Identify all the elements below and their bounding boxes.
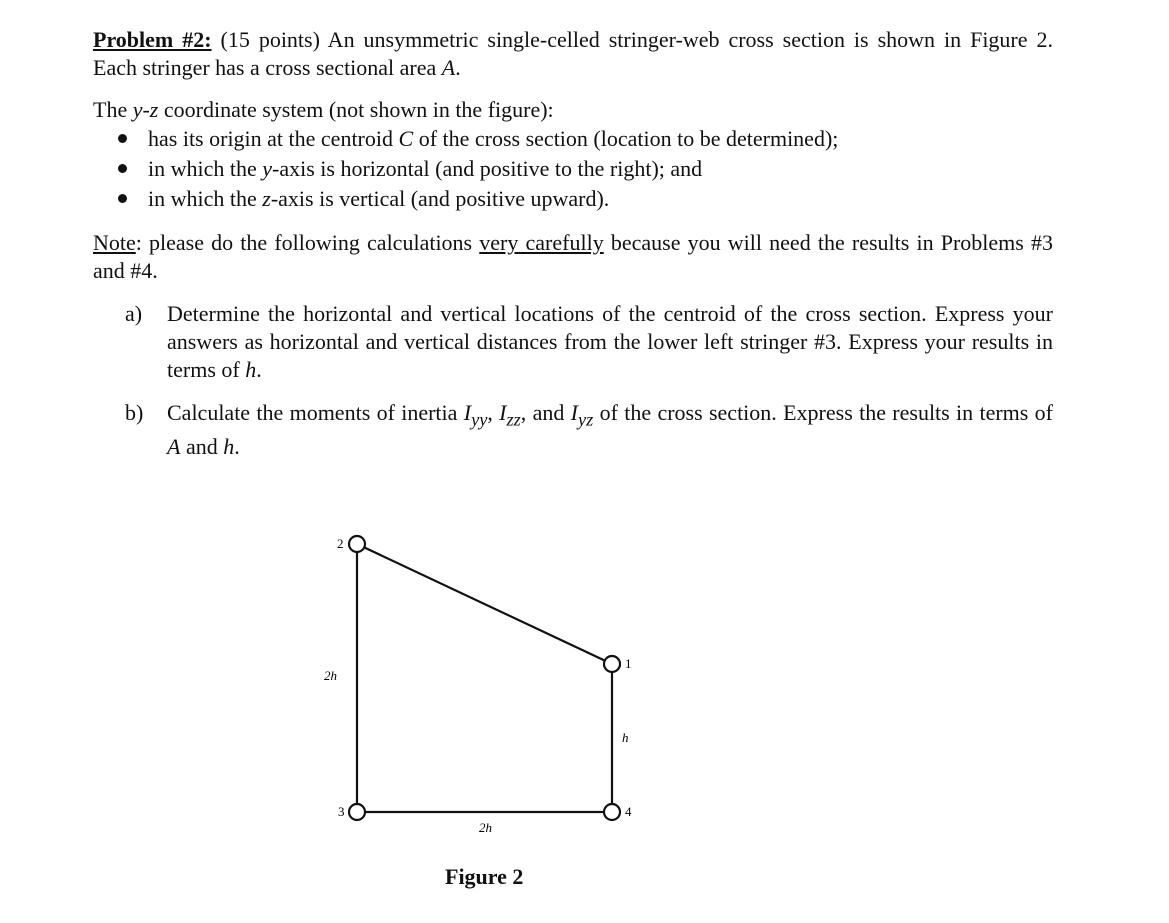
stringer-label-4: 4 (625, 804, 632, 819)
stringer-label-1: 1 (625, 656, 632, 671)
part-b-label: b) (125, 400, 144, 425)
dimension-left: 2h (324, 668, 337, 683)
inertia-symbol: I (463, 400, 472, 425)
part-a-label: a) (125, 301, 143, 326)
bullet-text: in which the (148, 186, 263, 211)
dimension-right: h (622, 730, 629, 745)
coords-system-symbol: y-z (132, 97, 159, 122)
bullet-text: of the cross section (location to be determined); (413, 126, 839, 151)
stringer-2-icon (349, 536, 365, 552)
bullet-text: has its origin at the centroid (148, 126, 399, 151)
h-symbol: h (223, 434, 235, 460)
bullet-text: in which the (148, 156, 263, 181)
y-symbol: y (262, 156, 273, 181)
part-b-end: . (234, 434, 240, 460)
area-symbol: A (441, 55, 456, 80)
part-a-body: Determine the horizontal and vertical locations of the centroid of the cross section. Express your answers as horizontal and vertical distances from the lower left stringer #3. Express your results in terms of (167, 301, 1053, 382)
problem-intro: (15 points) An unsymmetric single-celled stringer-web cross section is shown in Figure 2. Each stringer has a cross sectional area (93, 27, 1053, 80)
dimension-bottom: 2h (479, 820, 492, 835)
stringer-1-icon (604, 656, 620, 672)
note-text: : please do the following calculations (135, 230, 480, 255)
stringer-3-icon (349, 804, 365, 820)
subscript-yy: yy (471, 409, 488, 430)
z-symbol: z (262, 186, 271, 211)
problem-intro-end: . (455, 55, 461, 80)
separator: and (180, 434, 224, 460)
coords-lead-rest: coordinate system (not shown in the figure): (158, 97, 554, 122)
bullet-text: -axis is vertical (and positive upward). (270, 186, 610, 211)
stringer-4-icon (604, 804, 620, 820)
bullet-text: -axis is horizontal (and positive to the right); and (272, 156, 703, 181)
subscript-yz: yz (578, 409, 594, 430)
separator: , and (520, 400, 571, 425)
stringer-label-2: 2 (337, 536, 344, 551)
area-symbol: A (167, 434, 181, 460)
h-symbol: h (245, 357, 257, 382)
coords-lead: The (93, 97, 133, 122)
stringer-label-3: 3 (338, 804, 345, 819)
part-a-end: . (256, 357, 262, 382)
figure-caption: Figure 2 (445, 864, 524, 889)
inertia-symbol: I (499, 400, 507, 425)
note-emphasis: very carefully (479, 230, 604, 255)
part-b-body: Calculate the moments of inertia (167, 400, 464, 425)
separator: , (487, 400, 500, 425)
note-text-rest: because you will need the results in Problems #3 and #4. (93, 230, 1054, 283)
subscript-zz: zz (506, 409, 521, 430)
note-label: Note (93, 230, 136, 255)
web-top (357, 544, 612, 664)
part-b-body-rest: of the cross section. Express the results in terms of (593, 400, 1053, 425)
centroid-symbol: C (398, 126, 414, 151)
inertia-symbol: I (570, 400, 578, 425)
problem-heading: Problem #2: (93, 27, 212, 52)
